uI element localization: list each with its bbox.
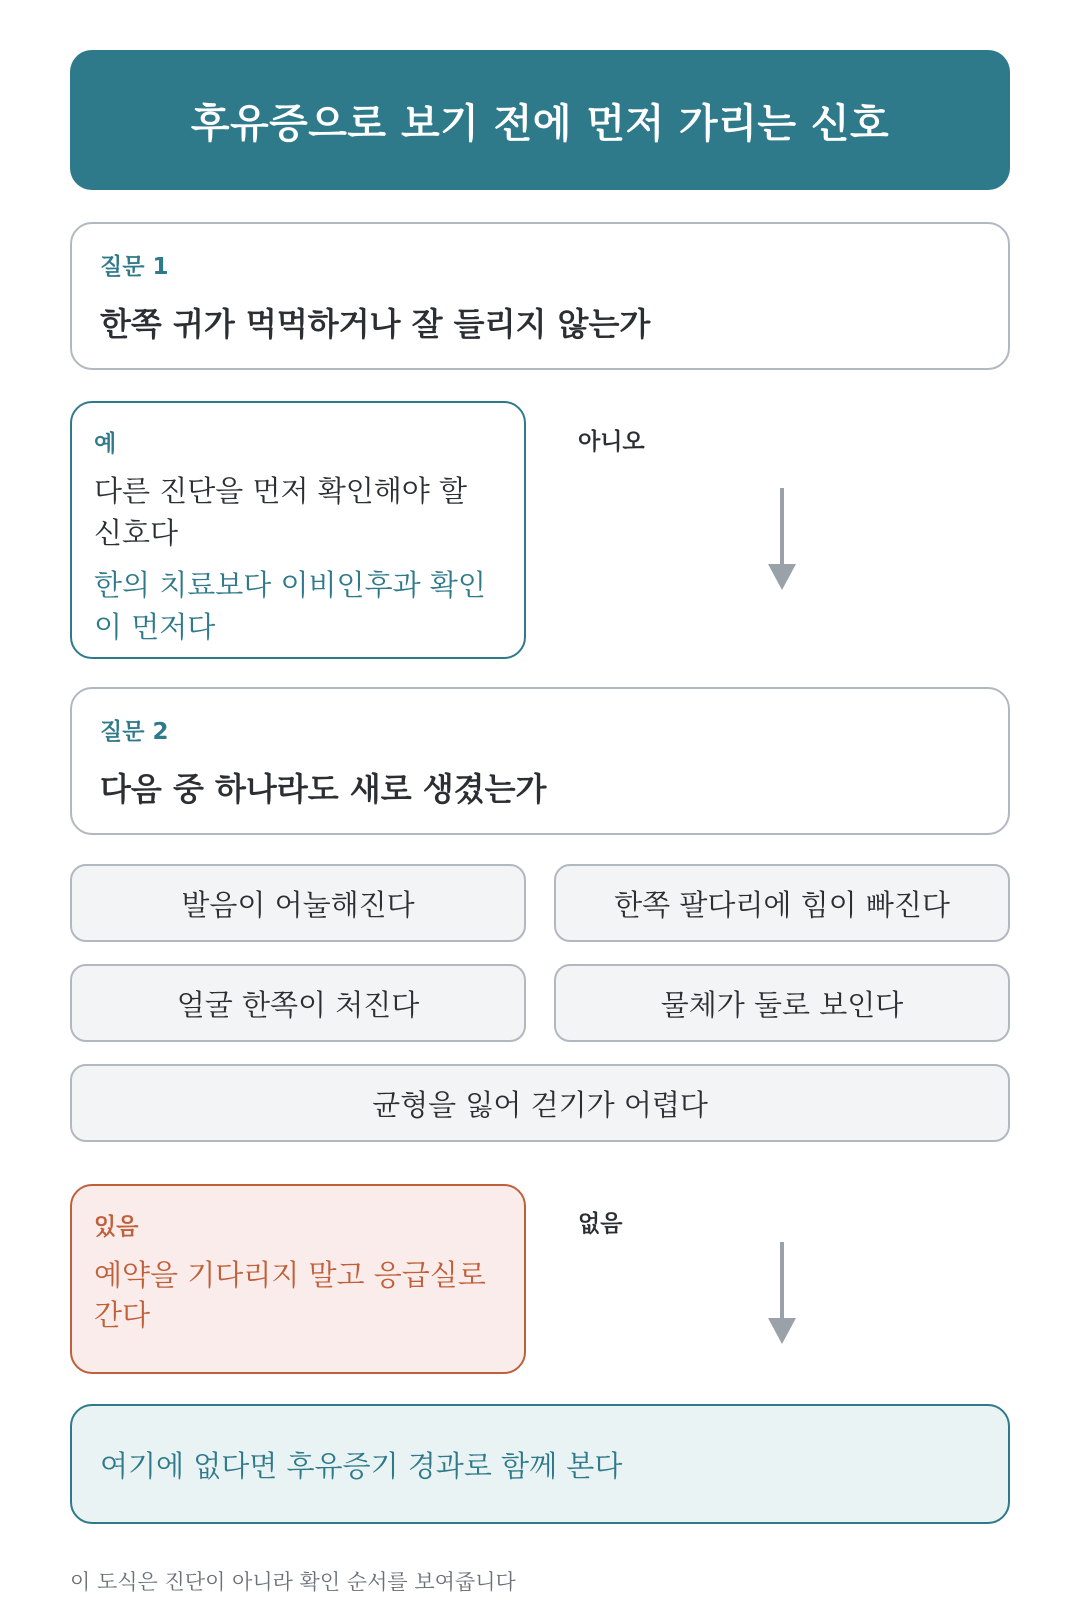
question-2-label: 질문 2 — [100, 719, 169, 745]
yes-outcome-text: 다른 진단을 먼저 확인해야 할 신호다 — [94, 474, 468, 550]
final-outcome-card — [70, 1404, 1010, 1524]
emergency-outcome-card — [70, 1184, 526, 1374]
yes-outcome-card — [70, 401, 526, 659]
page-title-banner — [70, 50, 1010, 190]
question-1-card — [70, 222, 1010, 370]
question-2-text: 다음 중 하나라도 새로 생겼는가 — [100, 770, 547, 808]
final-outcome-text: 여기에 없다면 후유증기 경과로 함께 본다 — [100, 1448, 623, 1483]
symptom-item: 물체가 둘로 보인다 — [554, 964, 1010, 1042]
symptom-item: 한쪽 팔다리에 힘이 빠진다 — [554, 864, 1010, 942]
absent-label: 없음 — [578, 1211, 623, 1237]
symptom-item: 균형을 잃어 걷기가 어렵다 — [70, 1064, 1010, 1142]
page-title: 후유증으로 보기 전에 먼저 가리는 신호 — [190, 100, 890, 147]
question-1-label: 질문 1 — [100, 254, 169, 280]
symptom-item: 발음이 어눌해진다 — [70, 864, 526, 942]
down-arrow-icon — [765, 486, 799, 592]
down-arrow-icon — [765, 1240, 799, 1346]
emergency-outcome-text: 예약을 기다리지 말고 응급실로 간다 — [94, 1258, 486, 1332]
question-1-text: 한쪽 귀가 먹먹하거나 잘 들리지 않는가 — [100, 305, 651, 343]
symptom-item: 얼굴 한쪽이 처진다 — [70, 964, 526, 1042]
yes-outcome-subtext: 한의 치료보다 이비인후과 확인이 먼저다 — [94, 568, 486, 644]
yes-label: 예 — [94, 431, 117, 457]
footnote: 이 도식은 진단이 아니라 확인 순서를 보여줍니다 — [70, 1570, 516, 1594]
present-label: 있음 — [94, 1214, 139, 1240]
no-label: 아니오 — [578, 429, 645, 455]
question-2-card — [70, 687, 1010, 835]
